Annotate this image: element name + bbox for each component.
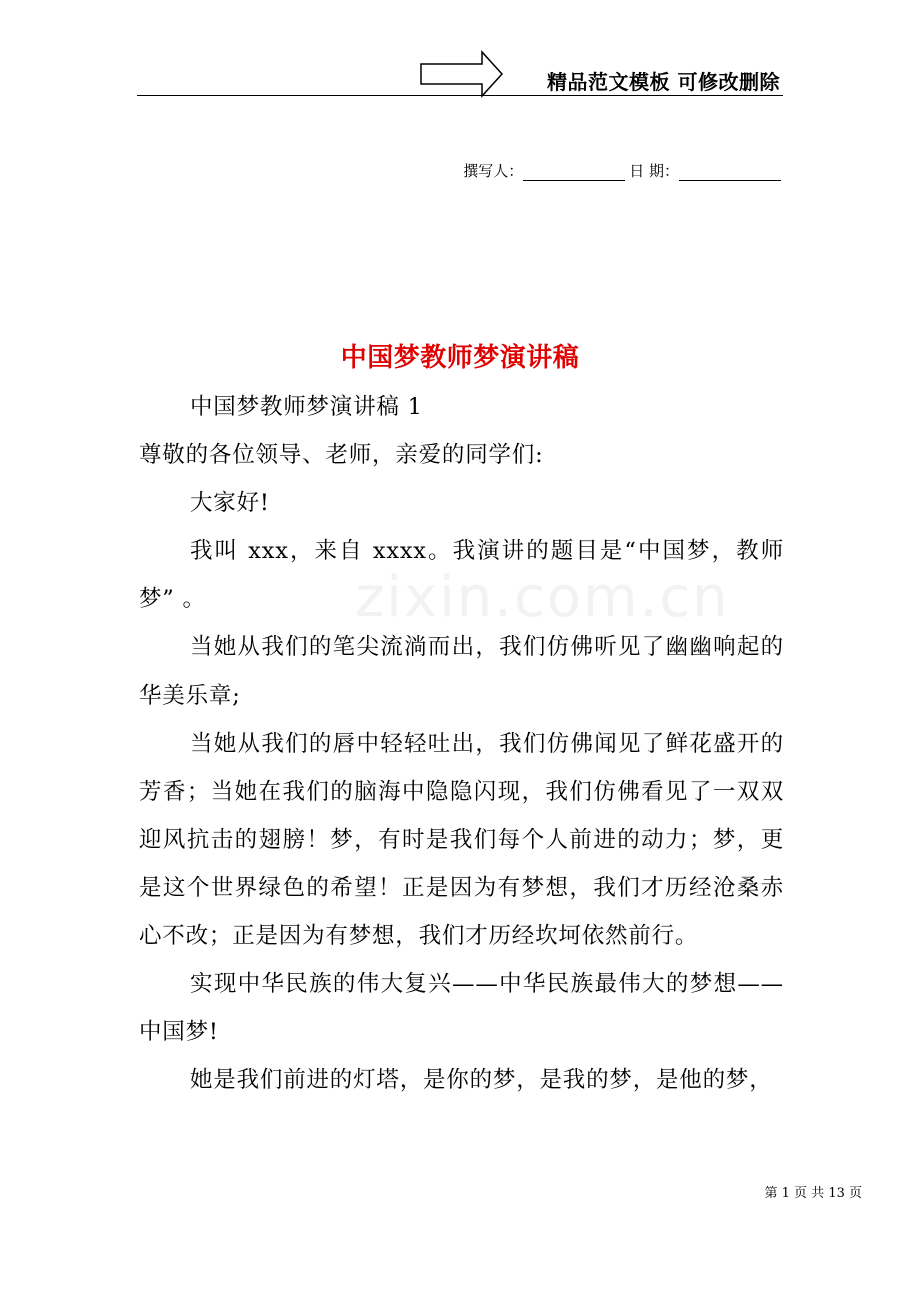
page-footer: 第 1 页 共 13 页 <box>764 1186 862 1201</box>
body-paragraph: 当她从我们的唇中轻轻吐出，我们仿佛闻见了鲜花盛开的芳香；当她在我们的脑海中隐隐闪现，我们仿佛看见了一双双迎风抗击的翅膀！梦，有时是我们每个人前进的动力；梦，更是这个世界绿色的希望！正是因为有梦想，我们才历经沧桑赤心不改；正是因为有梦想，我们才历经坎坷依然前行。 <box>139 730 784 950</box>
document-title: 中国梦教师梦演讲稿 <box>340 343 580 373</box>
body-paragraph: 中国梦教师梦演讲稿 1 <box>190 394 423 420</box>
body-paragraph: 当她从我们的笔尖流淌而出，我们仿佛听见了幽幽响起的华美乐章; <box>139 634 784 709</box>
body-paragraph: 尊敬的各位领导、老师，亲爱的同学们: <box>139 442 544 469</box>
body-paragraph: 她是我们前进的灯塔，是你的梦，是我的梦，是他的梦， <box>190 1067 773 1094</box>
body-paragraph: 我叫 xxx，来自 xxxx。我演讲的题目是“中国梦，教师梦” 。 <box>139 538 784 613</box>
header-title: 精品范文模板 可修改删除 <box>547 70 780 94</box>
date-blank <box>679 162 781 181</box>
author-label: 撰写人： <box>463 162 524 180</box>
author-blank <box>523 162 625 181</box>
watermark: zixin.com.cn <box>355 565 730 630</box>
date-label: 日 期： <box>629 162 679 180</box>
meta-fields <box>463 160 781 181</box>
body-paragraph: 大家好! <box>190 490 270 517</box>
document-body <box>139 383 784 1104</box>
body-paragraph: 实现中华民族的伟大复兴——中华民族最伟大的梦想——中国梦! <box>139 971 784 1046</box>
header-divider <box>137 95 783 96</box>
